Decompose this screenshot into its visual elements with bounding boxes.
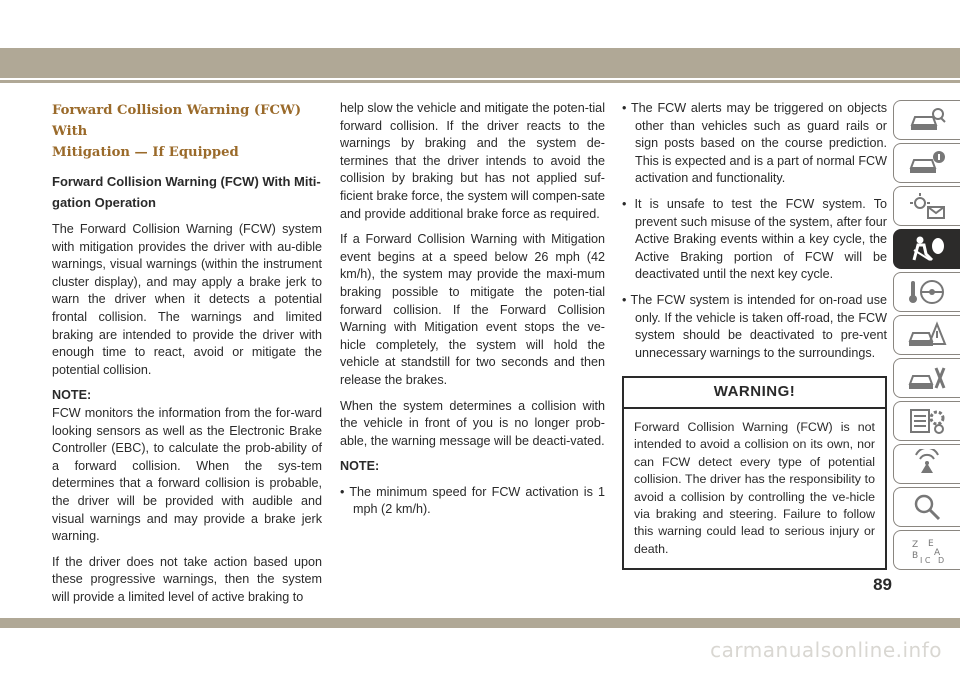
car-emergency-icon [906,320,948,350]
column-2 [340,100,605,527]
airbag-safety-icon [906,234,948,264]
bullet-item: • The minimum speed for FCW activation is 1 mph (2 km/h). [340,484,605,517]
key-steering-icon [906,277,948,307]
svg-text:E: E [928,539,934,549]
paragraph: When the system determines a collision with the vehicle in front of you is no longer prob-able, the warning message will be deacti-vated. [340,398,605,448]
top-margin [0,0,960,48]
warning-lights-icon [906,191,948,221]
section-title [52,100,322,163]
svg-text:D: D [938,556,945,565]
bullet-item: • The FCW alerts may be triggered on objects other than vehicles such as guard rails or sign posts based on the course prediction. This is expected and is a part of normal FCW activation and functionality. [622,101,887,186]
car-service-icon [906,363,948,393]
tab-specs[interactable] [893,401,960,441]
subheading [52,171,322,213]
column-1 [52,100,322,614]
multimedia-icon [906,449,948,479]
search-icon [906,492,948,522]
header-bar [0,48,960,78]
tab-car-search[interactable] [893,100,960,140]
tab-service[interactable] [893,358,960,398]
note-label: NOTE: [52,388,92,403]
svg-text:B: B [912,551,919,561]
svg-text:Z: Z [912,540,919,550]
note-label: NOTE: [340,459,380,474]
subheading-line1: Forward Collision Warning (FCW) With Miti- [52,174,321,189]
section-title-line2: Mitigation — If Equipped [52,145,239,160]
warning-title: WARNING! [624,378,885,409]
tab-starting[interactable] [893,272,960,312]
paragraph: The Forward Collision Warning (FCW) system with mitigation provides the driver with au-dible warnings, visual warnings (within the instrument cluster display), and may apply a brake jerk to warn the driver when it detects a potential frontal collision. The warnings and limited braking are intended to provide the driver with enough time to react, avoid or mitigate the potential collision. [52,222,322,377]
bullet-item: • The FCW system is intended for on-road use only. If the vehicle is taken off-road, the FCW system should be deactivated to pre-vent unnecessary warnings to the surroundings. [622,292,887,360]
car-search-icon [906,105,948,135]
tab-safety[interactable] [893,229,960,269]
tab-search[interactable] [893,487,960,527]
section-title-line1: Forward Collision Warning (FCW) With [52,103,302,139]
paragraph: If a Forward Collision Warning with Mitigation event begins at a speed below 26 mph (42 km/h), the system may provide the maxi-mum braking possible to mitigate the poten-tial forward collision. If the Forward Collision Warning with Mitigation event stops the ve-hicle completely, the system will hold the vehicle at standstill for two seconds and then release the brakes. [340,232,605,387]
page-number: 89 [873,575,892,594]
svg-text:I C: I C [920,556,931,565]
paragraph: help slow the vehicle and mitigate the poten-tial forward collision. If the driver reacts to the warnings by braking and the system de-termines that the driver intends to avoid the collision by braking but has not applied suf-ficient brake force, the system will compen-sate and provide additional brake force as required. [340,101,605,221]
warning-text: Forward Collision Warning (FCW) is not intended to avoid a collision on its own, nor can FCW detect every type of potential collision. The driver has the responsibility to avoid a collision by controlling the ve-hicle via braking and steering. Failure to follow this warning could lead to serious injury or death. [634,419,875,556]
tab-warning-lights[interactable] [893,186,960,226]
tab-car-info[interactable] [893,143,960,183]
subheading-line2: gation Operation [52,195,156,210]
bullet-item: • It is unsafe to test the FCW system. To prevent such misuse of the system, after four Active Braking events within a key cycle, the Active Braking portion of FCW will be deactivated until the next key cycle. [622,196,887,282]
chapter-tabs [893,100,960,573]
specs-gears-icon [906,406,948,436]
paragraph: If the driver does not take action based upon these progressive warnings, then the system will provide a limited level of active braking to [52,554,322,604]
footer-bar [0,618,960,628]
note-text: FCW monitors the information from the for-ward looking sensors as well as the Electronic Brake Controller (EBC), to calculate the prob-ability of a forward collision. When the sys-tem determines that a forward collision is probable, the driver will be provided with audible and visual warnings and may provide a brake jerk warning. [52,405,322,544]
column-3 [622,100,887,570]
svg-text:A: A [934,548,941,558]
watermark: carmanualsonline.info [710,638,942,662]
car-info-icon [906,148,948,178]
tab-index[interactable] [893,530,960,570]
header-rule [0,80,960,83]
tab-emergency[interactable] [893,315,960,355]
warning-box [622,376,887,570]
tab-multimedia[interactable] [893,444,960,484]
index-letters-icon [906,535,948,565]
